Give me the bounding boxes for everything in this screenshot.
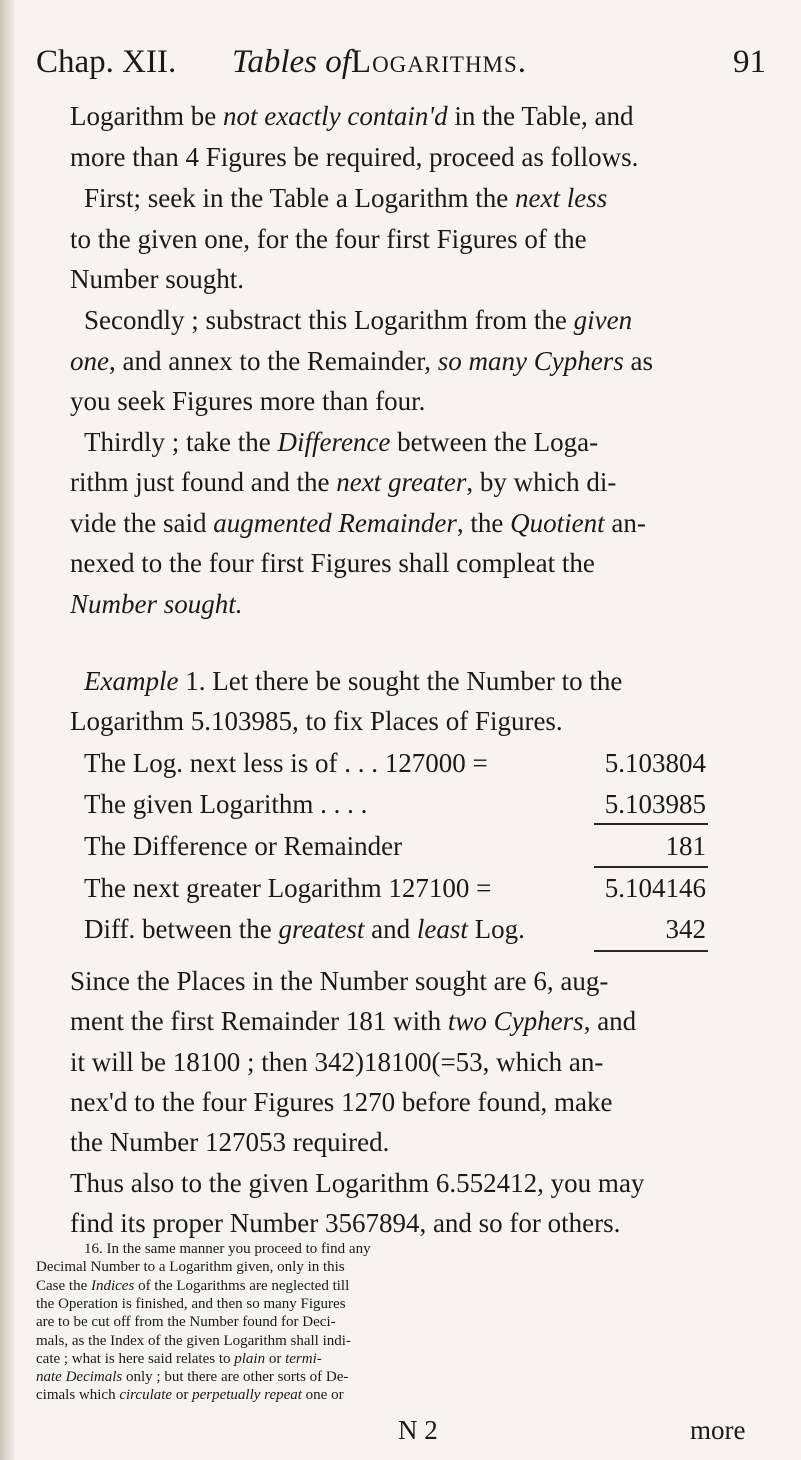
running-title: Tables ofLogarithms. <box>232 44 528 80</box>
text-line: Logarithm be not exactly contain'd in the Table, and <box>70 101 634 131</box>
signature-mark: N 2 <box>398 1415 438 1445</box>
text-line: Logarithm 5.103985, to fix Places of Figures. <box>70 706 563 736</box>
text-line: find its proper Number 3567894, and so for others. <box>70 1208 621 1238</box>
calc-row: The next greater Logarithm 127100 = 5.104146 <box>84 873 706 903</box>
catchword: more <box>690 1415 746 1445</box>
text-line: ment the first Remainder 181 with two Cyphers, and <box>70 1006 637 1036</box>
page-number: 91 <box>733 44 766 80</box>
text-line: cimals which circulate or perpetually repeat one or <box>36 1387 344 1404</box>
running-header <box>36 40 766 84</box>
text-line: 16. In the same manner you proceed to find any <box>84 1241 371 1257</box>
page-gutter <box>0 0 14 1460</box>
example-heading: Example 1. Let there be sought the Number to the <box>84 666 623 696</box>
text-line: Thirdly ; take the Difference between the Loga- <box>84 427 599 457</box>
chapter-label: Chap. XII. <box>36 44 177 80</box>
text-line: more than 4 Figures be required, proceed as follows. <box>70 142 639 172</box>
text-line: to the given one, for the four first Figures of the <box>70 224 587 254</box>
text-line: vide the said augmented Remainder, the Quotient an- <box>70 508 646 538</box>
text-line: mals, as the Index of the given Logarithm shall indi- <box>36 1332 351 1349</box>
calc-row: Diff. between the greatest and least Log. 342 <box>84 914 706 944</box>
text-line: nex'd to the four Figures 1270 before found, make <box>70 1087 613 1117</box>
text-line: Secondly ; substract this Logarithm from the given <box>84 305 633 335</box>
text-line: it will be 18100 ; then 342)18100(=53, which an- <box>70 1047 604 1077</box>
text-line: Thus also to the given Logarithm 6.552412, you may <box>70 1168 645 1198</box>
text-line: rithm just found and the next greater, by which di- <box>70 467 617 497</box>
text-line: Number sought. <box>70 264 244 294</box>
calc-row: The given Logarithm . . . . 5.103985 <box>84 789 706 819</box>
text-line: Decimal Number to a Logarithm given, only in this <box>36 1259 345 1276</box>
sum-rule <box>594 823 708 825</box>
text-line: Since the Places in the Number sought are 6, aug- <box>70 966 609 996</box>
sum-rule <box>594 950 708 952</box>
text-line: First; seek in the Table a Logarithm the next less <box>84 183 608 213</box>
text-line: cate ; what is here said relates to plain or termi- <box>36 1350 322 1367</box>
calc-row: The Difference or Remainder 181 <box>84 831 706 861</box>
calc-row: The Log. next less is of . . . 127000 = 5.103804 <box>84 748 706 778</box>
text-line: Case the Indices of the Logarithms are neglected till <box>36 1277 350 1294</box>
text-line: the Operation is finished, and then so many Figures <box>36 1295 346 1312</box>
text-line: one, and annex to the Remainder, so many Cyphers as <box>70 346 654 376</box>
text-line: the Number 127053 required. <box>70 1127 390 1157</box>
text-line: nate Decimals only ; but there are other sorts of De- <box>36 1369 349 1386</box>
text-line: nexed to the four first Figures shall compleat the <box>70 548 595 578</box>
text-line: are to be cut off from the Number found for Deci- <box>36 1314 336 1331</box>
text-line: Number sought. <box>70 589 243 619</box>
text-line: you seek Figures more than four. <box>70 386 426 416</box>
